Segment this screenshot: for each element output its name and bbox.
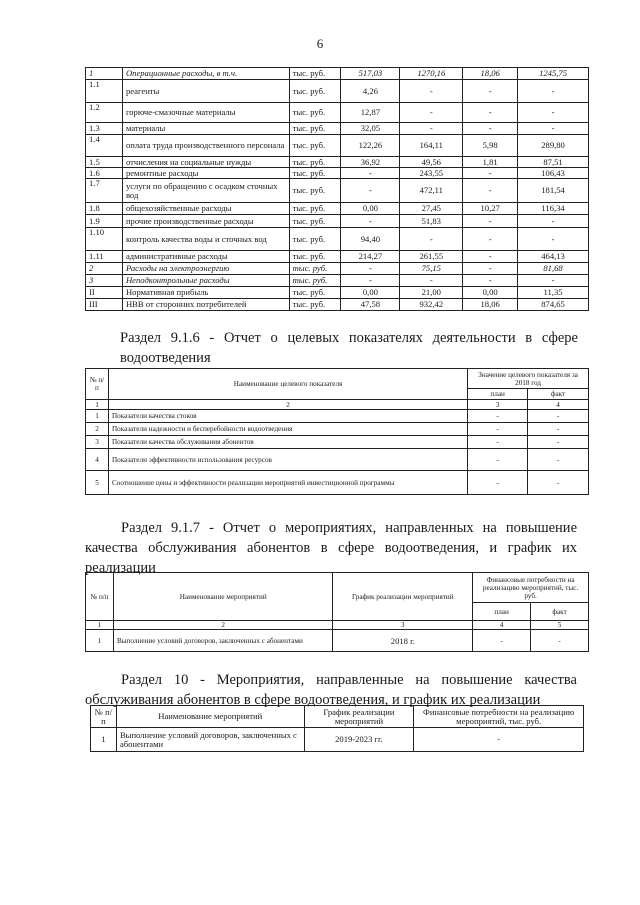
row-name: Выполнение условий договоров, заключенных с абонентами [116,728,304,752]
row-value-4: 116,34 [518,203,589,215]
col-schedule-header: График реализации мероприятий [304,706,414,728]
table-row [86,251,589,263]
measures-plan-table [90,705,584,752]
table-row [86,123,589,135]
table-row [86,423,589,436]
row-value-2: 164,11 [400,135,463,157]
row-num: 1 [86,68,123,80]
row-value-3: 18,06 [463,68,518,80]
row-value-4: 181,54 [518,179,589,203]
table-row [86,228,589,251]
row-unit: тыс. руб. [289,103,341,123]
row-num: 4 [86,449,109,471]
row-value-1: 47,58 [341,299,400,311]
row-name: Выполнение условий договоров, заключенных с абонентами [113,630,333,652]
row-num: 1.1 [86,80,123,103]
row-value-4: 874,65 [518,299,589,311]
row-value-1: 0,00 [341,203,400,215]
row-unit: тыс. руб. [289,203,341,215]
row-num: 3 [86,275,123,287]
row-value-3: - [463,123,518,135]
row-fact: - [528,471,589,495]
row-unit: тыс. руб. [289,215,341,228]
row-fact: - [528,410,589,423]
row-value-2: 243,55 [400,168,463,179]
row-plan: - [473,630,531,652]
col-plan-header: план [468,389,528,400]
row-num: 1.7 [86,179,123,203]
row-value-1: 32,05 [341,123,400,135]
row-num: 1 [91,728,117,752]
row-name: НВВ от сторонних потребителей [122,299,289,311]
table-row [86,287,589,299]
row-unit: тыс. руб. [289,263,341,275]
row-plan: - [468,423,528,436]
target-indicators-table [85,368,589,495]
row-plan: - [468,410,528,423]
row-value-4: 289,80 [518,135,589,157]
row-value-2: 472,11 [400,179,463,203]
table-row [86,157,589,168]
row-value-1: - [341,168,400,179]
row-num: 1 [86,410,109,423]
row-value-3: 18,06 [463,299,518,311]
table-row [86,168,589,179]
table-row [86,275,589,287]
row-value-2: 75,15 [400,263,463,275]
row-value-2: 21,00 [400,287,463,299]
row-unit: тыс. руб. [289,135,341,157]
row-num: 1.4 [86,135,123,157]
row-value-2: 27,45 [400,203,463,215]
row-name: прочие производственные расходы [122,215,289,228]
table-row [86,299,589,311]
table-row [86,215,589,228]
row-num: 1.9 [86,215,123,228]
index-cell: 4 [528,400,589,410]
table-row [86,135,589,157]
row-fact: - [528,449,589,471]
row-name: Показатели надежности и бесперебойности водоотведения [108,423,467,436]
row-value-2: 51,83 [400,215,463,228]
row-value-3: 1,81 [463,157,518,168]
col-fact-header: факт [528,389,589,400]
row-value-1: - [341,263,400,275]
row-fact: - [528,436,589,449]
row-finance: - [414,728,584,752]
row-num: 1.3 [86,123,123,135]
row-value-4: 106,43 [518,168,589,179]
row-value-4: - [518,228,589,251]
operating-costs-table [85,67,589,311]
row-unit: тыс. руб. [289,168,341,179]
row-name: Показатели качества стоков [108,410,467,423]
row-fact: - [531,630,589,652]
row-value-4: 464,13 [518,251,589,263]
row-name: Расходы на электроэнергию [122,263,289,275]
row-num: 1.10 [86,228,123,251]
row-value-2: - [400,80,463,103]
row-num: 3 [86,436,109,449]
row-value-4: - [518,123,589,135]
row-num: 1.11 [86,251,123,263]
index-cell: 2 [113,621,333,630]
row-value-1: 12,87 [341,103,400,123]
table-row [86,103,589,123]
col-name-header: Наименование целевого показателя [108,369,467,400]
row-unit: тыс. руб. [289,68,341,80]
table-row [86,410,589,423]
section-10-heading: Раздел 10 - Мероприятия, направленные на повышение качества обслуживания абонентов в сфере водоотведения, и график их реализации [85,672,577,708]
row-value-3: 10,27 [463,203,518,215]
section-916-heading: Раздел 9.1.6 - Отчет о целевых показателях деятельности в сфере водоотведения [120,330,578,366]
row-num: 1.2 [86,103,123,123]
row-value-3: - [463,215,518,228]
table-row [91,728,584,752]
row-name: Операционные расходы, в т.ч. [122,68,289,80]
table-row [86,80,589,103]
row-name: Неподконтрольные расходы [122,275,289,287]
row-num: II [86,287,123,299]
row-value-3: 0,00 [463,287,518,299]
row-num: 1 [86,630,114,652]
row-value-3: - [463,251,518,263]
row-value-1: 4,26 [341,80,400,103]
row-value-4: 81,68 [518,263,589,275]
col-plan-header: план [473,603,531,621]
row-num: 1.6 [86,168,123,179]
row-schedule: 2019-2023 гг. [304,728,414,752]
row-value-2: - [400,275,463,287]
row-name: оплата труда производственного персонала [122,135,289,157]
row-plan: - [468,449,528,471]
col-fact-header: факт [531,603,589,621]
index-cell: 3 [468,400,528,410]
row-value-2: 49,56 [400,157,463,168]
row-name: ремонтные расходы [122,168,289,179]
row-plan: - [468,471,528,495]
row-value-1: 0,00 [341,287,400,299]
row-value-4: 1245,75 [518,68,589,80]
table-row [86,436,589,449]
index-cell: 1 [86,621,114,630]
row-value-3: - [463,179,518,203]
row-unit: тыс. руб. [289,80,341,103]
row-unit: тыс. руб. [289,123,341,135]
index-cell: 3 [333,621,473,630]
row-value-4: - [518,215,589,228]
row-fact: - [528,423,589,436]
table-row [86,263,589,275]
col-finance-header: Финансовые потребности на реализацию мероприятий, тыс. руб. [414,706,584,728]
row-num: 1.5 [86,157,123,168]
section-917-heading: Раздел 9.1.7 - Отчет о мероприятиях, направленных на повышение качества обслуживания абонентов в сфере водоотведения, и график их реализации [85,520,577,576]
row-name: общехозяйственные расходы [122,203,289,215]
index-cell: 2 [108,400,467,410]
row-value-4: - [518,80,589,103]
row-unit: тыс. руб. [289,287,341,299]
row-schedule: 2018 г. [333,630,473,652]
row-name: реагенты [122,80,289,103]
row-value-3: - [463,275,518,287]
index-cell: 1 [86,400,109,410]
row-unit: тыс. руб. [289,179,341,203]
row-value-1: 517,03 [341,68,400,80]
col-num-header: № п/п [86,573,114,621]
col-name-header: Наименование мероприятий [113,573,333,621]
row-value-1: 122,26 [341,135,400,157]
index-cell: 5 [531,621,589,630]
row-value-1: 36,92 [341,157,400,168]
row-value-3: - [463,80,518,103]
index-cell: 4 [473,621,531,630]
table-row [86,630,589,652]
row-value-3: 5,98 [463,135,518,157]
row-name: Соотношение цены и эффективности реализации мероприятий инвестиционной программы [108,471,467,495]
row-value-2: - [400,103,463,123]
col-num-header: № п/п [91,706,117,728]
row-name: отчисления на социальные нужды [122,157,289,168]
row-value-3: - [463,103,518,123]
row-unit: тыс. руб. [289,275,341,287]
table-row [86,203,589,215]
row-value-2: 261,55 [400,251,463,263]
row-num: 5 [86,471,109,495]
row-name: горюче-смазочные материалы [122,103,289,123]
col-finance-header: Финансовые потребности на реализацию мероприятий, тыс. руб. [473,573,589,603]
table-row [86,68,589,80]
row-value-2: 1270,16 [400,68,463,80]
row-value-3: - [463,263,518,275]
row-value-4: - [518,103,589,123]
row-unit: тыс. руб. [289,251,341,263]
measures-2018-table [85,572,589,652]
row-value-2: - [400,228,463,251]
row-value-4: - [518,275,589,287]
table-row [86,449,589,471]
row-name: Показатели качества обслуживания абонентов [108,436,467,449]
row-unit: тыс. руб. [289,299,341,311]
table-row [86,179,589,203]
row-name: Нормативная прибыль [122,287,289,299]
row-value-1: - [341,215,400,228]
row-value-2: 932,42 [400,299,463,311]
table-row [86,471,589,495]
row-value-4: 87,51 [518,157,589,168]
col-num-header: № п/п [86,369,109,400]
row-value-1: 214,27 [341,251,400,263]
row-unit: тыс. руб. [289,157,341,168]
row-name: контроль качества воды и сточных вод [122,228,289,251]
row-num: III [86,299,123,311]
row-value-4: 11,35 [518,287,589,299]
row-num: 1.8 [86,203,123,215]
row-value-3: - [463,168,518,179]
col-name-header: Наименование мероприятий [116,706,304,728]
row-value-1: 94,40 [341,228,400,251]
row-name: Показатели эффективности использования ресурсов [108,449,467,471]
row-name: услуги по обращению с осадком сточных вод [122,179,289,203]
row-num: 2 [86,263,123,275]
row-value-2: - [400,123,463,135]
row-value-3: - [463,228,518,251]
row-value-1: - [341,275,400,287]
row-num: 2 [86,423,109,436]
page-number: 6 [316,36,324,51]
row-value-1: - [341,179,400,203]
row-name: материалы [122,123,289,135]
row-unit: тыс. руб. [289,228,341,251]
row-plan: - [468,436,528,449]
col-value-header: Значение целевого показателя за 2018 год [468,369,589,389]
col-schedule-header: График реализации мероприятий [333,573,473,621]
row-name: административные расходы [122,251,289,263]
